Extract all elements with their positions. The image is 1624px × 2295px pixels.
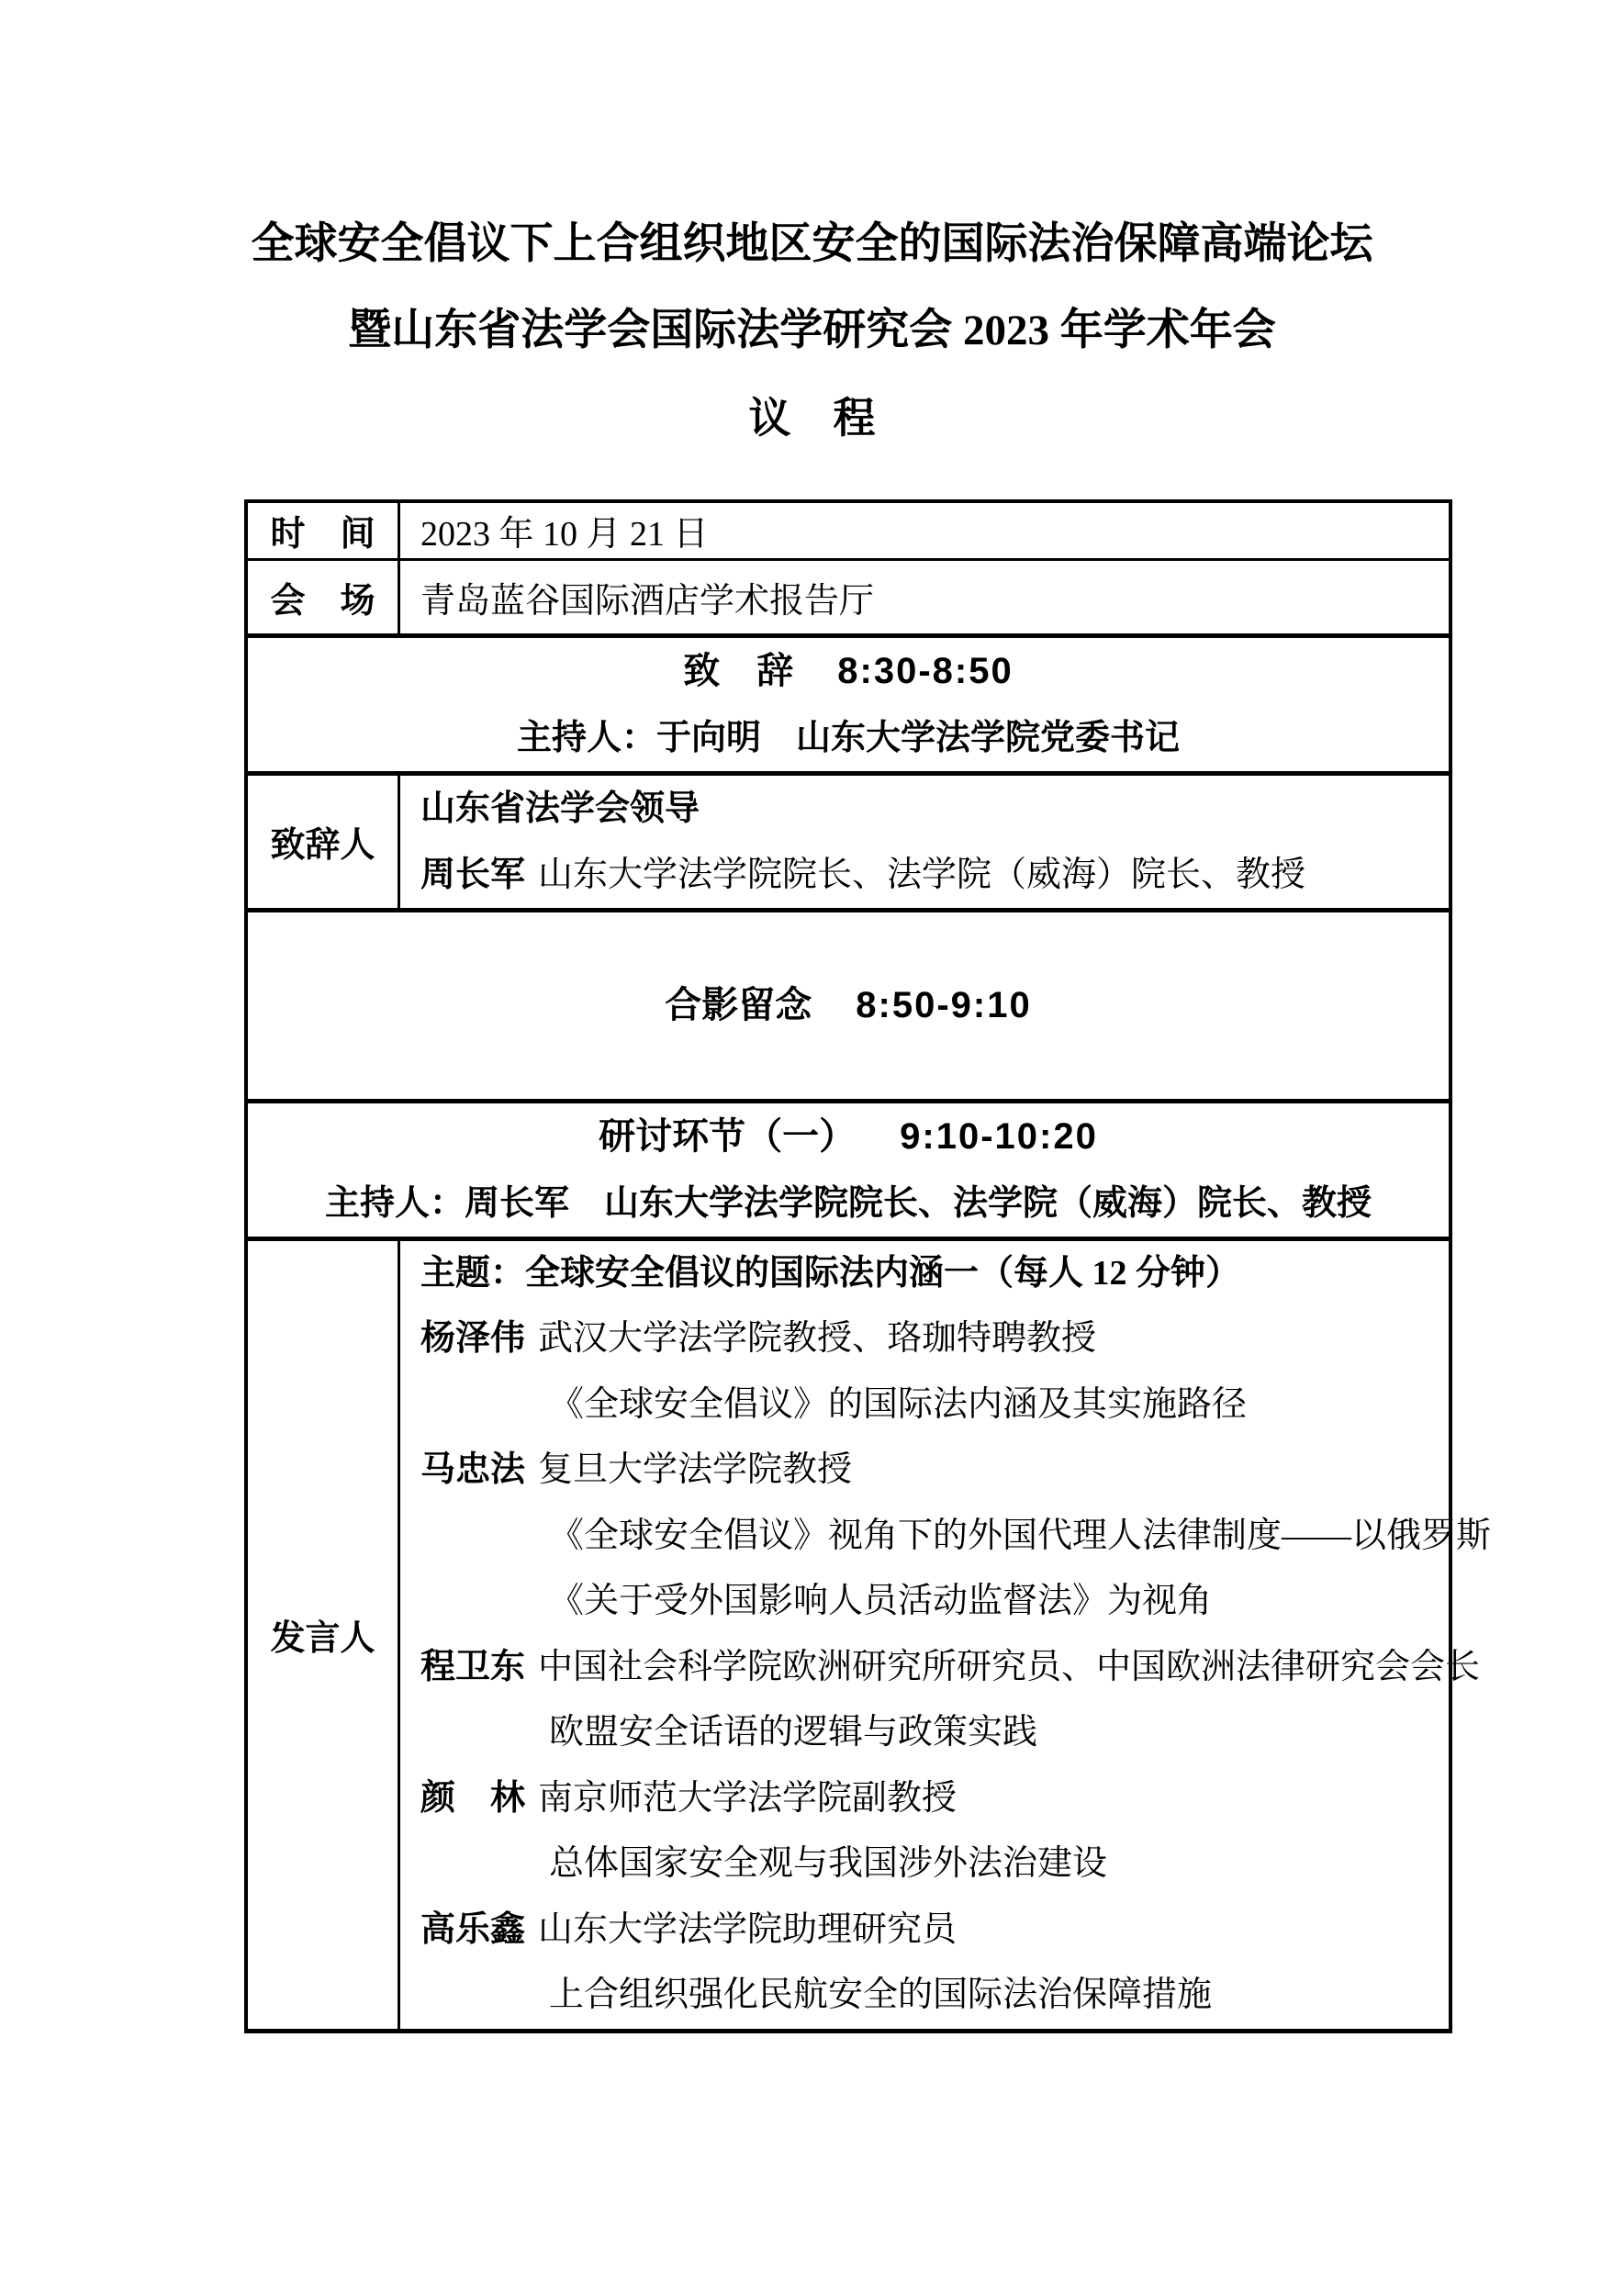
- speaker-name: 颜 林: [420, 1778, 526, 1818]
- speaker-name: 高乐鑫: [420, 1909, 526, 1949]
- venue-label: 会 场: [246, 559, 399, 635]
- speaker-line: [420, 1306, 1449, 1372]
- session1-section-line: [248, 1103, 1449, 1170]
- speaker-affiliation: 山东大学法学院助理研究员: [538, 1909, 958, 1949]
- photo-section-title: 合影留念: [665, 983, 812, 1025]
- document-header: [0, 0, 1624, 446]
- speech-title-continuation: 《关于受外国影响人员活动监督法》为视角: [549, 1582, 1213, 1620]
- speaker-name: 马忠法: [420, 1450, 526, 1489]
- forum-title-line2: 暨山东省法学会国际法学研究会 2023 年学术年会: [348, 307, 1276, 354]
- time-row: [246, 501, 1450, 559]
- greeters-row: [246, 773, 1450, 910]
- speaker-affiliation: 南京师范大学法学院副教授: [538, 1778, 958, 1818]
- greeters-label: 致辞人: [246, 773, 399, 910]
- venue-row: [246, 559, 1450, 635]
- photo-section-time: 8:50-9:10: [856, 984, 1032, 1025]
- photo-section-line: [248, 972, 1449, 1039]
- session1-topic: 主题：全球安全倡议的国际法内涵一（每人 12 分钟）: [420, 1253, 1241, 1293]
- opening-host-line: 主持人：于向明 山东大学法学院党委书记: [516, 718, 1180, 757]
- speech-title: 总体国家安全观与我国涉外法治建设: [549, 1844, 1108, 1883]
- speaker-name: 程卫东: [420, 1647, 526, 1686]
- greeters-content: [399, 773, 1451, 910]
- time-label: 时 间: [246, 501, 399, 559]
- session1-section-time: 9:10-10:20: [900, 1115, 1098, 1157]
- greeter-line-1: 山东省法学会领导: [420, 789, 700, 828]
- speech-title: 上合组织强化民航安全的国际法治保障措施: [549, 1976, 1213, 2014]
- speech-title: 《全球安全倡议》视角下的外国代理人法律制度——以俄罗斯: [549, 1516, 1492, 1555]
- speaker-affiliation: 中国社会科学院欧洲研究所研究员、中国欧洲法律研究会会长: [538, 1647, 1481, 1686]
- speaker-affiliation: 复旦大学法学院教授: [538, 1450, 853, 1489]
- greeter-affiliation: 山东大学法学院院长、法学院（威海）院长、教授: [538, 855, 1306, 894]
- opening-section-time: 8:30-8:50: [837, 650, 1014, 691]
- document-title: 议 程: [748, 395, 876, 442]
- agenda-table: [244, 499, 1492, 2033]
- speaker-affiliation: 武汉大学法学院教授、珞珈特聘教授: [538, 1319, 1097, 1358]
- venue-value: 青岛蓝谷国际酒店学术报告厅: [399, 559, 1451, 635]
- speakers-label: 发言人: [246, 1238, 399, 2031]
- speaker-line: [420, 1438, 1449, 1504]
- speaker-line: [420, 1766, 1449, 1832]
- speech-title: 《全球安全倡议》的国际法内涵及其实施路径: [549, 1384, 1248, 1424]
- greeter-name: 周长军: [420, 855, 526, 894]
- speaker-line: [420, 1898, 1449, 1964]
- speakers-content: [399, 1238, 1492, 2031]
- speakers-row: [246, 1238, 1450, 2031]
- session1-section-title: 研讨环节（一）: [599, 1114, 857, 1157]
- speech-title: 欧盟安全话语的逻辑与政策实践: [549, 1713, 1038, 1752]
- speaker-name: 杨泽伟: [420, 1319, 526, 1358]
- opening-header-row: [246, 635, 1450, 773]
- forum-title-line1: 全球安全倡议下上合组织地区安全的国际法治保障高端论坛: [251, 220, 1373, 268]
- time-value: 2023 年 10 月 21 日: [399, 501, 1451, 559]
- photo-row: [246, 910, 1450, 1101]
- session1-host-line: 主持人：周长军 山东大学法学院院长、法学院（威海）院长、教授: [324, 1183, 1372, 1223]
- greeter-line-2: [420, 842, 1449, 908]
- opening-section-title: 致 辞: [683, 649, 794, 691]
- speaker-line: [420, 1635, 1481, 1701]
- session1-header-row: [246, 1101, 1450, 1238]
- opening-section-line: [248, 638, 1449, 705]
